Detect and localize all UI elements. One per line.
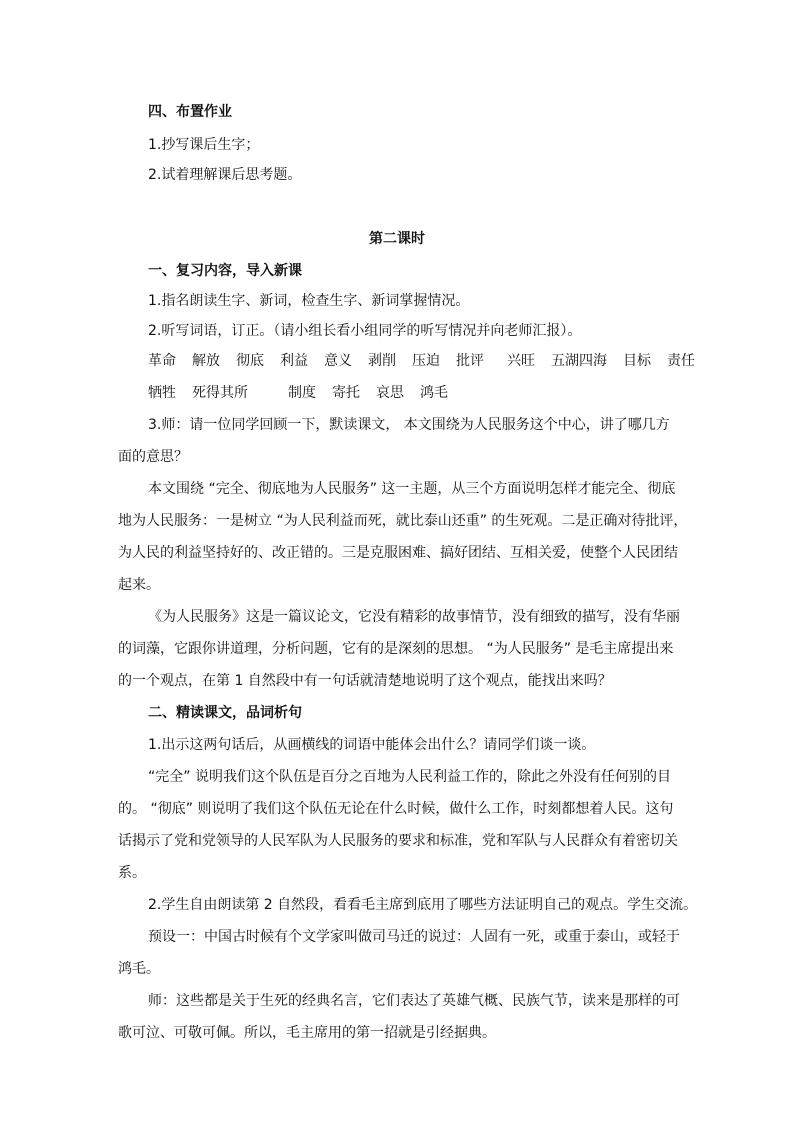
word: 兴旺 — [507, 353, 535, 369]
p3-line-2: 的。 “彻底” 则说明了我们这个队伍无论在什么时候，做什么工作，时刻都想着人民。这句 — [118, 801, 674, 817]
word: 目标 — [623, 353, 651, 369]
word: 哀思 — [376, 385, 404, 401]
sec2-item-1: 1.出示这两句话后，从画横线的词语中能体会出什么？请同学们谈一谈。 — [148, 737, 596, 753]
q3-line-2: 面的意思？ — [118, 449, 188, 465]
sec1-item-1: 1.指名朗读生字、新词，检查生字、新词掌握情况。 — [148, 293, 470, 309]
p2-line-1: 《为人民服务》这是一篇议论文，它没有精彩的故事情节，没有细致的描写，没有华丽 — [148, 609, 680, 625]
word: 寄托 — [332, 385, 360, 401]
lesson-2-title: 第二课时 — [369, 231, 425, 247]
p3-line-1: “完全” 说明我们这个队伍是百分之百地为人民利益工作的，除此之外没有任何别的目 — [148, 769, 671, 785]
p5-line-2: 歌可泣、可敬可佩。所以，毛主席用的第一招就是引经据典。 — [118, 1025, 496, 1041]
p1-line-4: 起来。 — [118, 577, 160, 593]
word: 批评 — [456, 353, 484, 369]
p3-line-3: 话揭示了党和党领导的人民军队为人民服务的要求和标准，党和军队与人民群众有着密切关 — [118, 833, 678, 849]
word: 五湖四海 — [551, 353, 607, 369]
word: 利益 — [280, 353, 308, 369]
word: 彻底 — [236, 353, 264, 369]
word: 意义 — [324, 353, 352, 369]
p1-line-1: 本文围绕 “完全、彻底地为人民服务” 这一主题，从三个方面说明怎样才能完全、彻底 — [148, 481, 676, 497]
word: 鸿毛 — [420, 385, 448, 401]
p1-line-2: 地为人民服务：一是树立 “为人民利益而死，就比泰山还重” 的生死观。二是正确对待批评， — [118, 513, 688, 529]
dictation-words-row-1 — [148, 352, 695, 370]
dictation-words-row-2 — [148, 384, 678, 402]
q3-line-1: 3.师：请一位同学回顾一下，默读课文， 本文围绕为人民服务这个中心，讲了哪几方 — [148, 417, 670, 433]
p1-line-3: 为人民的利益坚持好的、改正错的。三是克服困难、搞好团结、互相关爱，使整个人民团结 — [118, 545, 678, 561]
p2-line-3: 的一个观点，在第 1 自然段中有一句话就清楚地说明了这个观点，能找出来吗？ — [118, 673, 612, 689]
word: 革命 — [148, 353, 176, 369]
p4-line-1: 预设一：中国古时候有个文学家叫做司马迁的说过：人固有一死，或重于泰山，或轻于 — [148, 929, 680, 945]
section-2-title: 二、精读课文，品词析句 — [148, 705, 302, 721]
p2-line-2: 的词藻，它跟你讲道理，分析问题，它有的是深刻的思想。 “为人民服务” 是毛主席提出来 — [118, 641, 674, 657]
word: 压迫 — [412, 353, 440, 369]
word: 死得其所 — [192, 385, 248, 401]
sec1-item-2: 2.听写词语，订正。（请小组长看小组同学的听写情况并向老师汇报）。 — [148, 323, 582, 339]
sec4-item-2: 2.试着理解课后思考题。 — [148, 167, 302, 183]
p3-line-4: 系。 — [118, 865, 146, 881]
section-1-title: 一、复习内容，导入新课 — [148, 263, 302, 279]
word: 牺牲 — [148, 385, 176, 401]
sec2-item-2: 2.学生自由朗读第 2 自然段，看看毛主席到底用了哪些方法证明自己的观点。学生交流。 — [148, 897, 698, 913]
section-4-title: 四、布置作业 — [148, 104, 232, 120]
word: 责任 — [667, 353, 695, 369]
sec4-item-1: 1.抄写课后生字； — [148, 137, 260, 153]
word: 剥削 — [368, 353, 396, 369]
p5-line-1: 师：这些都是关于生死的经典名言，它们表达了英雄气概、民族气节，读来是那样的可 — [148, 993, 680, 1009]
word: 解放 — [192, 353, 220, 369]
word: 制度 — [288, 385, 316, 401]
p4-line-2: 鸿毛。 — [118, 961, 160, 977]
